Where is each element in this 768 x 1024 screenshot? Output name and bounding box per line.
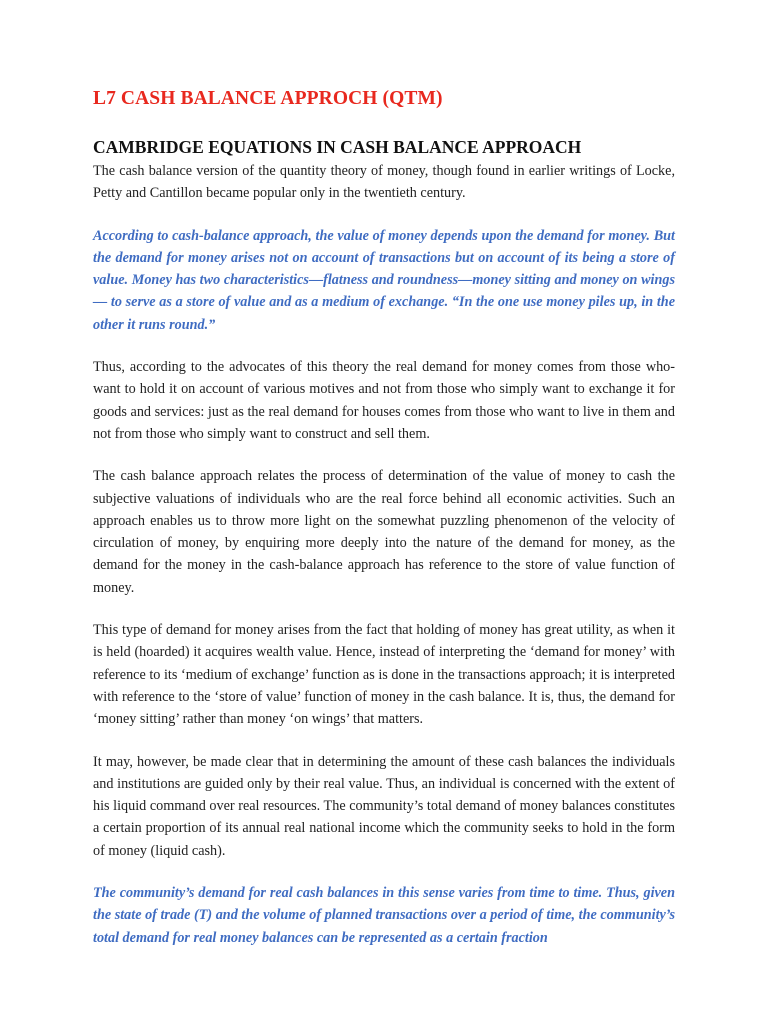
paragraph-valuation: The cash balance approach relates the process of determination of the value of money to cash the subjective valuations of individuals who are the real force behind all economic activities. Such an approach enables us to throw more light on the somewhat puzzling phenomenon of the velocity of circulation of money, by enquiring more deeply into the nature of the demand for money, as the demand for the money in the cash-balance approach has reference to the store of value function of money. (93, 468, 675, 596)
document-title: L7 CASH BALANCE APPROCH (QTM) (93, 88, 443, 109)
paragraph-emphasis-community-demand: The community’s demand for real cash balances in this sense varies from time to time. Thus, given the state of trade (T) and the volume of planned transactions over a period of time, the community’s total demand for real money balances can be represented as a certain fraction (93, 885, 675, 946)
paragraph-real-demand: Thus, according to the advocates of this theory the real demand for money comes from those who-want to hold it on account of various motives and not from those who simply want to exchange it for goods and services: just as the real demand for houses comes from those who want to live in them and not from those who simply want to construct and sell them. (93, 359, 675, 442)
paragraph-intro: The cash balance version of the quantity theory of money, though found in earlier writings of Locke, Petty and Cantillon became popular only in the twentieth century. (93, 163, 675, 202)
document-page (93, 84, 675, 969)
paragraph-real-value: It may, however, be made clear that in determining the amount of these cash balances the individuals and institutions are guided only by their real value. Thus, an individual is concerned with the extent of his liquid command over real resources. The community’s total demand of money balances constitutes a certain proportion of its annual real national income which the community seeks to hold in the form of money (liquid cash). (93, 753, 675, 859)
paragraph-utility: This type of demand for money arises from the fact that holding of money has great utility, as when it is held (hoarded) it acquires wealth value. Hence, instead of interpreting the ‘demand for money’ with reference to its ‘medium of exchange’ function as is done in the transactions approach; it is interpreted with reference to the ‘store of value’ function of money in the cash balance. It is, thus, the demand for ‘money sitting’ rather than money ‘on wings’ that matters. (93, 622, 675, 728)
section-heading: CAMBRIDGE EQUATIONS IN CASH BALANCE APPROACH (93, 137, 582, 157)
paragraph-emphasis-definition: According to cash-balance approach, the value of money depends upon the demand for money. But the demand for money arises not on account of transactions but on account of its being a store of value. Money has two characteristics—flatness and roundness—money sitting and money on wings— to serve as a store of value and as a medium of exchange. “In the one use money piles up, in the other it runs round.” (93, 227, 675, 333)
